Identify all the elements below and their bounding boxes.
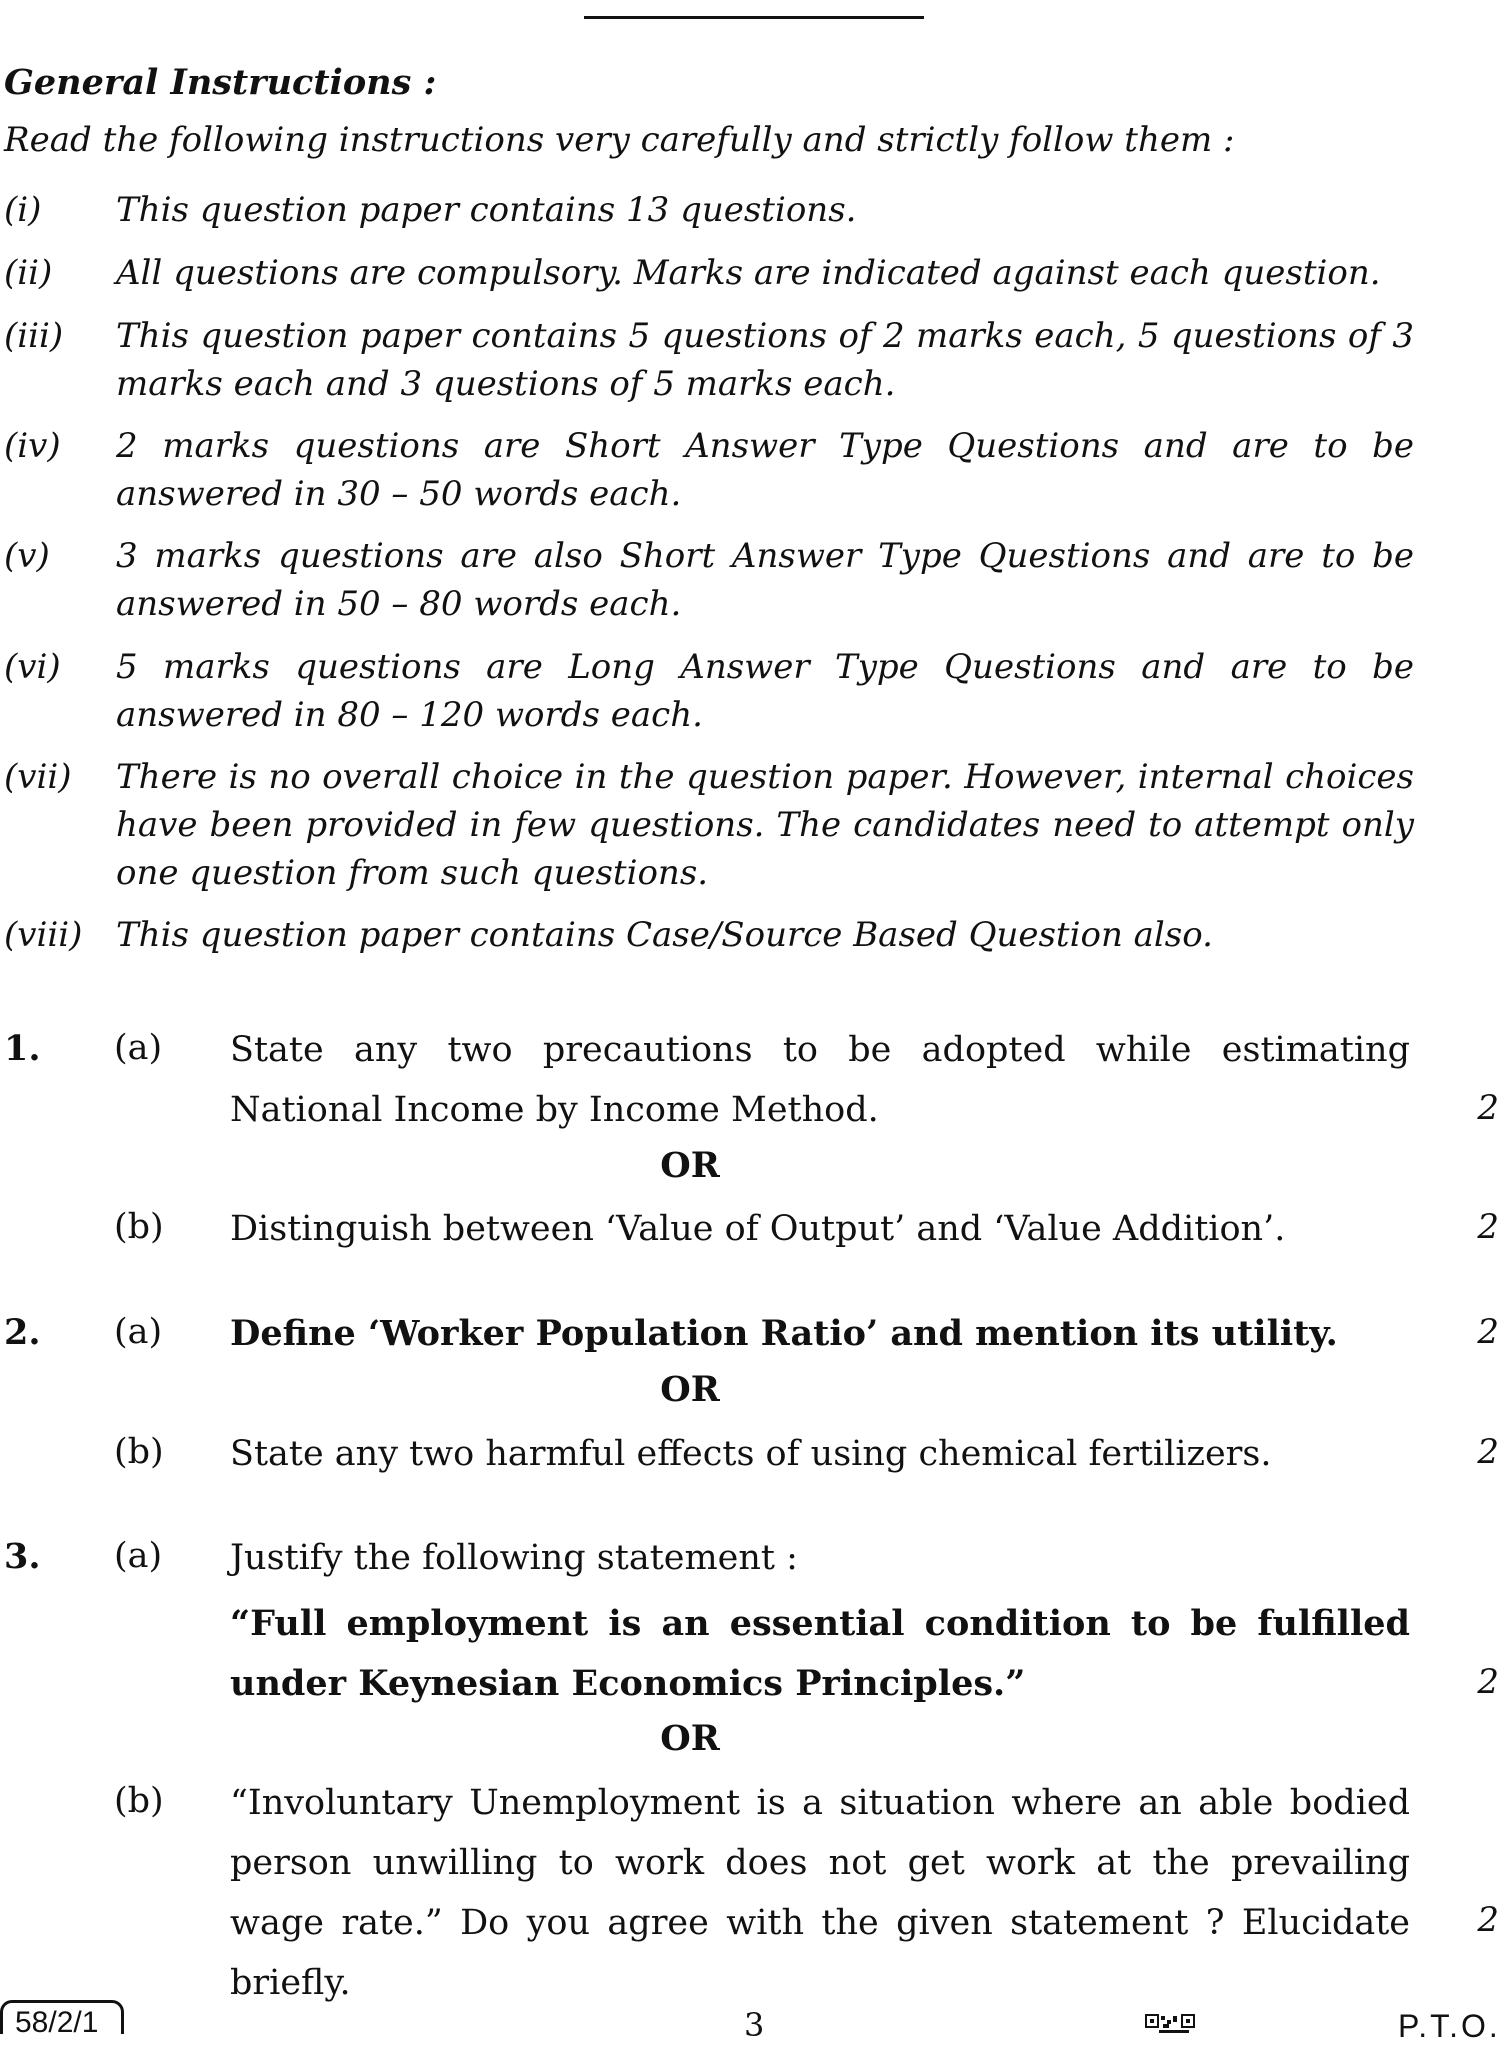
instruction-number: (viii)	[4, 915, 83, 955]
instruction-item	[4, 186, 1414, 234]
or-separator: OR	[660, 1718, 720, 1759]
instruction-item	[4, 753, 1414, 897]
pto-label: P.T.O.	[1398, 2008, 1501, 2044]
general-instructions-title: General Instructions :	[4, 62, 437, 103]
instruction-item	[4, 249, 1414, 297]
instruction-text: 5 marks questions are Long Answer Type Questions and are to be answered in 80 – 120 words each.	[116, 647, 1414, 735]
instruction-text: This question paper contains 13 questions.	[116, 190, 857, 230]
option-label: (b)	[114, 1781, 164, 1821]
qr-code-icon	[1145, 2014, 1197, 2034]
option-label: (b)	[114, 1432, 164, 1472]
instruction-number: (vii)	[4, 757, 72, 797]
question-text: State any two precautions to be adopted while estimating National Income by Income Method.	[230, 1030, 1410, 1130]
instruction-text: 2 marks questions are Short Answer Type Questions and are to be answered in 30 – 50 words each.	[116, 426, 1414, 514]
option-label: (a)	[114, 1312, 163, 1352]
paper-code: 58/2/1	[0, 2000, 124, 2034]
top-rule	[584, 16, 924, 19]
instruction-text: All questions are compulsory. Marks are indicated against each question.	[116, 253, 1381, 293]
question-number: 3.	[4, 1536, 41, 1577]
marks: 2	[1477, 1207, 1499, 1247]
question-text: Justify the following statement :	[230, 1538, 798, 1578]
marks: 2	[1477, 1662, 1499, 1702]
instruction-number: (vi)	[4, 647, 61, 687]
question-text: Distinguish between ‘Value of Output’ and ‘Value Addition’.	[230, 1209, 1286, 1249]
instruction-item	[4, 312, 1414, 408]
instruction-number: (iii)	[4, 316, 64, 356]
instruction-text: 3 marks questions are also Short Answer Type Questions and are to be answered in 50 – 80 words each.	[116, 536, 1414, 624]
instruction-text: This question paper contains 5 questions of 2 marks each, 5 questions of 3 marks each and 3 questions of 5 marks each.	[116, 316, 1414, 404]
general-instructions-intro: Read the following instructions very carefully and strictly follow them :	[4, 120, 1235, 160]
or-separator: OR	[660, 1369, 720, 1410]
instruction-item	[4, 911, 1414, 959]
instruction-number: (ii)	[4, 253, 53, 293]
question-text: Define ‘Worker Population Ratio’ and mention its utility.	[230, 1313, 1338, 1354]
page-number: 3	[744, 2006, 765, 2044]
question-quote: “Full employment is an essential condition to be fulfilled under Keynesian Economics Principles.”	[230, 1603, 1410, 1704]
or-separator: OR	[660, 1145, 720, 1186]
instruction-item	[4, 643, 1414, 739]
option-label: (a)	[114, 1028, 163, 1068]
question-text: “Involuntary Unemployment is a situation where an able bodied person unwilling to work does not get work at the prevailing wage rate.” Do you agree with the given statement ? Elucidate briefly.	[230, 1783, 1410, 2003]
instruction-number: (v)	[4, 536, 50, 576]
marks: 2	[1477, 1432, 1499, 1472]
instruction-item	[4, 532, 1414, 628]
instruction-text: This question paper contains Case/Source Based Question also.	[116, 915, 1213, 955]
option-label: (a)	[114, 1536, 163, 1576]
instruction-number: (i)	[4, 190, 42, 230]
question-number: 2.	[4, 1312, 41, 1353]
marks: 2	[1477, 1312, 1499, 1352]
marks: 2	[1477, 1900, 1499, 1940]
marks: 2	[1477, 1088, 1499, 1128]
instruction-item	[4, 422, 1414, 518]
option-label: (b)	[114, 1207, 164, 1247]
instruction-text: There is no overall choice in the question paper. However, internal choices have been provided in few questions. The candidates need to attempt only one question from such questions.	[116, 757, 1414, 893]
instruction-number: (iv)	[4, 426, 61, 466]
question-number: 1.	[4, 1028, 41, 1069]
question-text: State any two harmful effects of using chemical fertilizers.	[230, 1434, 1272, 1474]
